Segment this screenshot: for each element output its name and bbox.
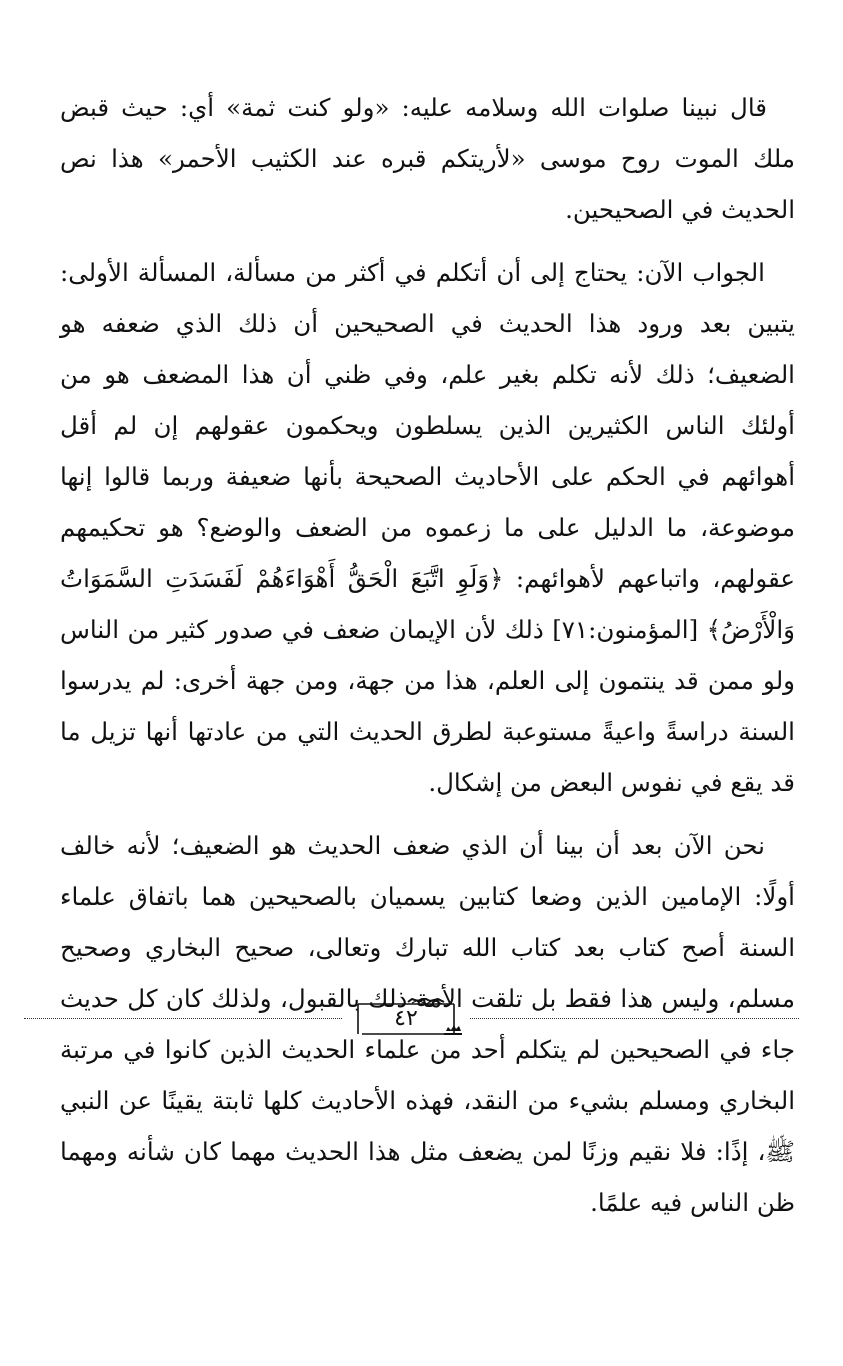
page-body: [60, 82, 795, 1240]
paragraph: الجواب الآن: يحتاج إلى أن أتكلم في أكثر من مسألة، المسألة الأولى: يتبين بعد ورود هذا الحديث في الصحيحين أن ذلك الذي ضعفه هو الضعيف؛ ذلك لأنه تكلم بغير علم، وفي ظني أن هذا المضعف هو من أولئك الناس الكثيرين الذين يسلطون ويحكمون عقولهم إن لم أقل أهوائهم في الحكم على الأحاديث الصحيحة بأنها ضعيفة وربما قالوا إنها موضوعة، ما الدليل على ما زعموه من الضعف والوضع؟ هو تحكيمهم عقولهم، واتباعهم لأهوائهم: ﴿وَلَوِ اتَّبَعَ الْحَقُّ أَهْوَاءَهُمْ لَفَسَدَتِ السَّمَوَاتُ وَالْأَرْضُ﴾ [المؤمنون:٧١] ذلك لأن الإيمان ضعف في صدور كثير من الناس ولو ممن قد ينتمون إلى العلم، هذا من جهة، ومن جهة أخرى: لم يدرسوا السنة دراسةً واعيةً مستوعبة لطرق الحديث التي من عادتها أنها تزيل ما قد يقع في نفوس البعض من إشكال.: [60, 258, 796, 797]
paragraph: قال نبينا صلوات الله وسلامه عليه: «ولو كنت ثمة» أي: حيث قبض ملك الموت روح موسى «لأريتكم قبره عند الكثيب الأحمر» هذا نص الحديث في الصحيحين.: [60, 93, 795, 224]
paragraph: نحن الآن بعد أن بينا أن الذي ضعف الحديث هو الضعيف؛ لأنه خالف أولًا: الإمامين الذين وضعا كتابين يسميان بالصحيحين هما باتفاق علماء السنة أصح كتاب بعد كتاب الله تبارك وتعالى، صحيح البخاري وصحيح مسلم، وليس هذا فقط بل تلقت الأمة ذلك بالقبول، ولذلك كان كل حديث جاء في الصحيحين لم يتكلم أحد من علماء الحديث الذين كانوا في مرتبة البخاري ومسلم بشيء من النقد، فهذه الأحاديث كلها ثابتة يقينًا عن النبي ﷺ، إذًا: فلا نقيم وزنًا لمن يضعف مثل هذا الحديث مهما كان شأنه ومهما ظن الناس فيه علمًا.: [60, 831, 795, 1217]
dotted-divider: [24, 1018, 342, 1019]
page-number: ٤٢: [394, 1006, 418, 1031]
dotted-divider: [470, 1018, 799, 1019]
page-footer: [24, 998, 799, 1042]
